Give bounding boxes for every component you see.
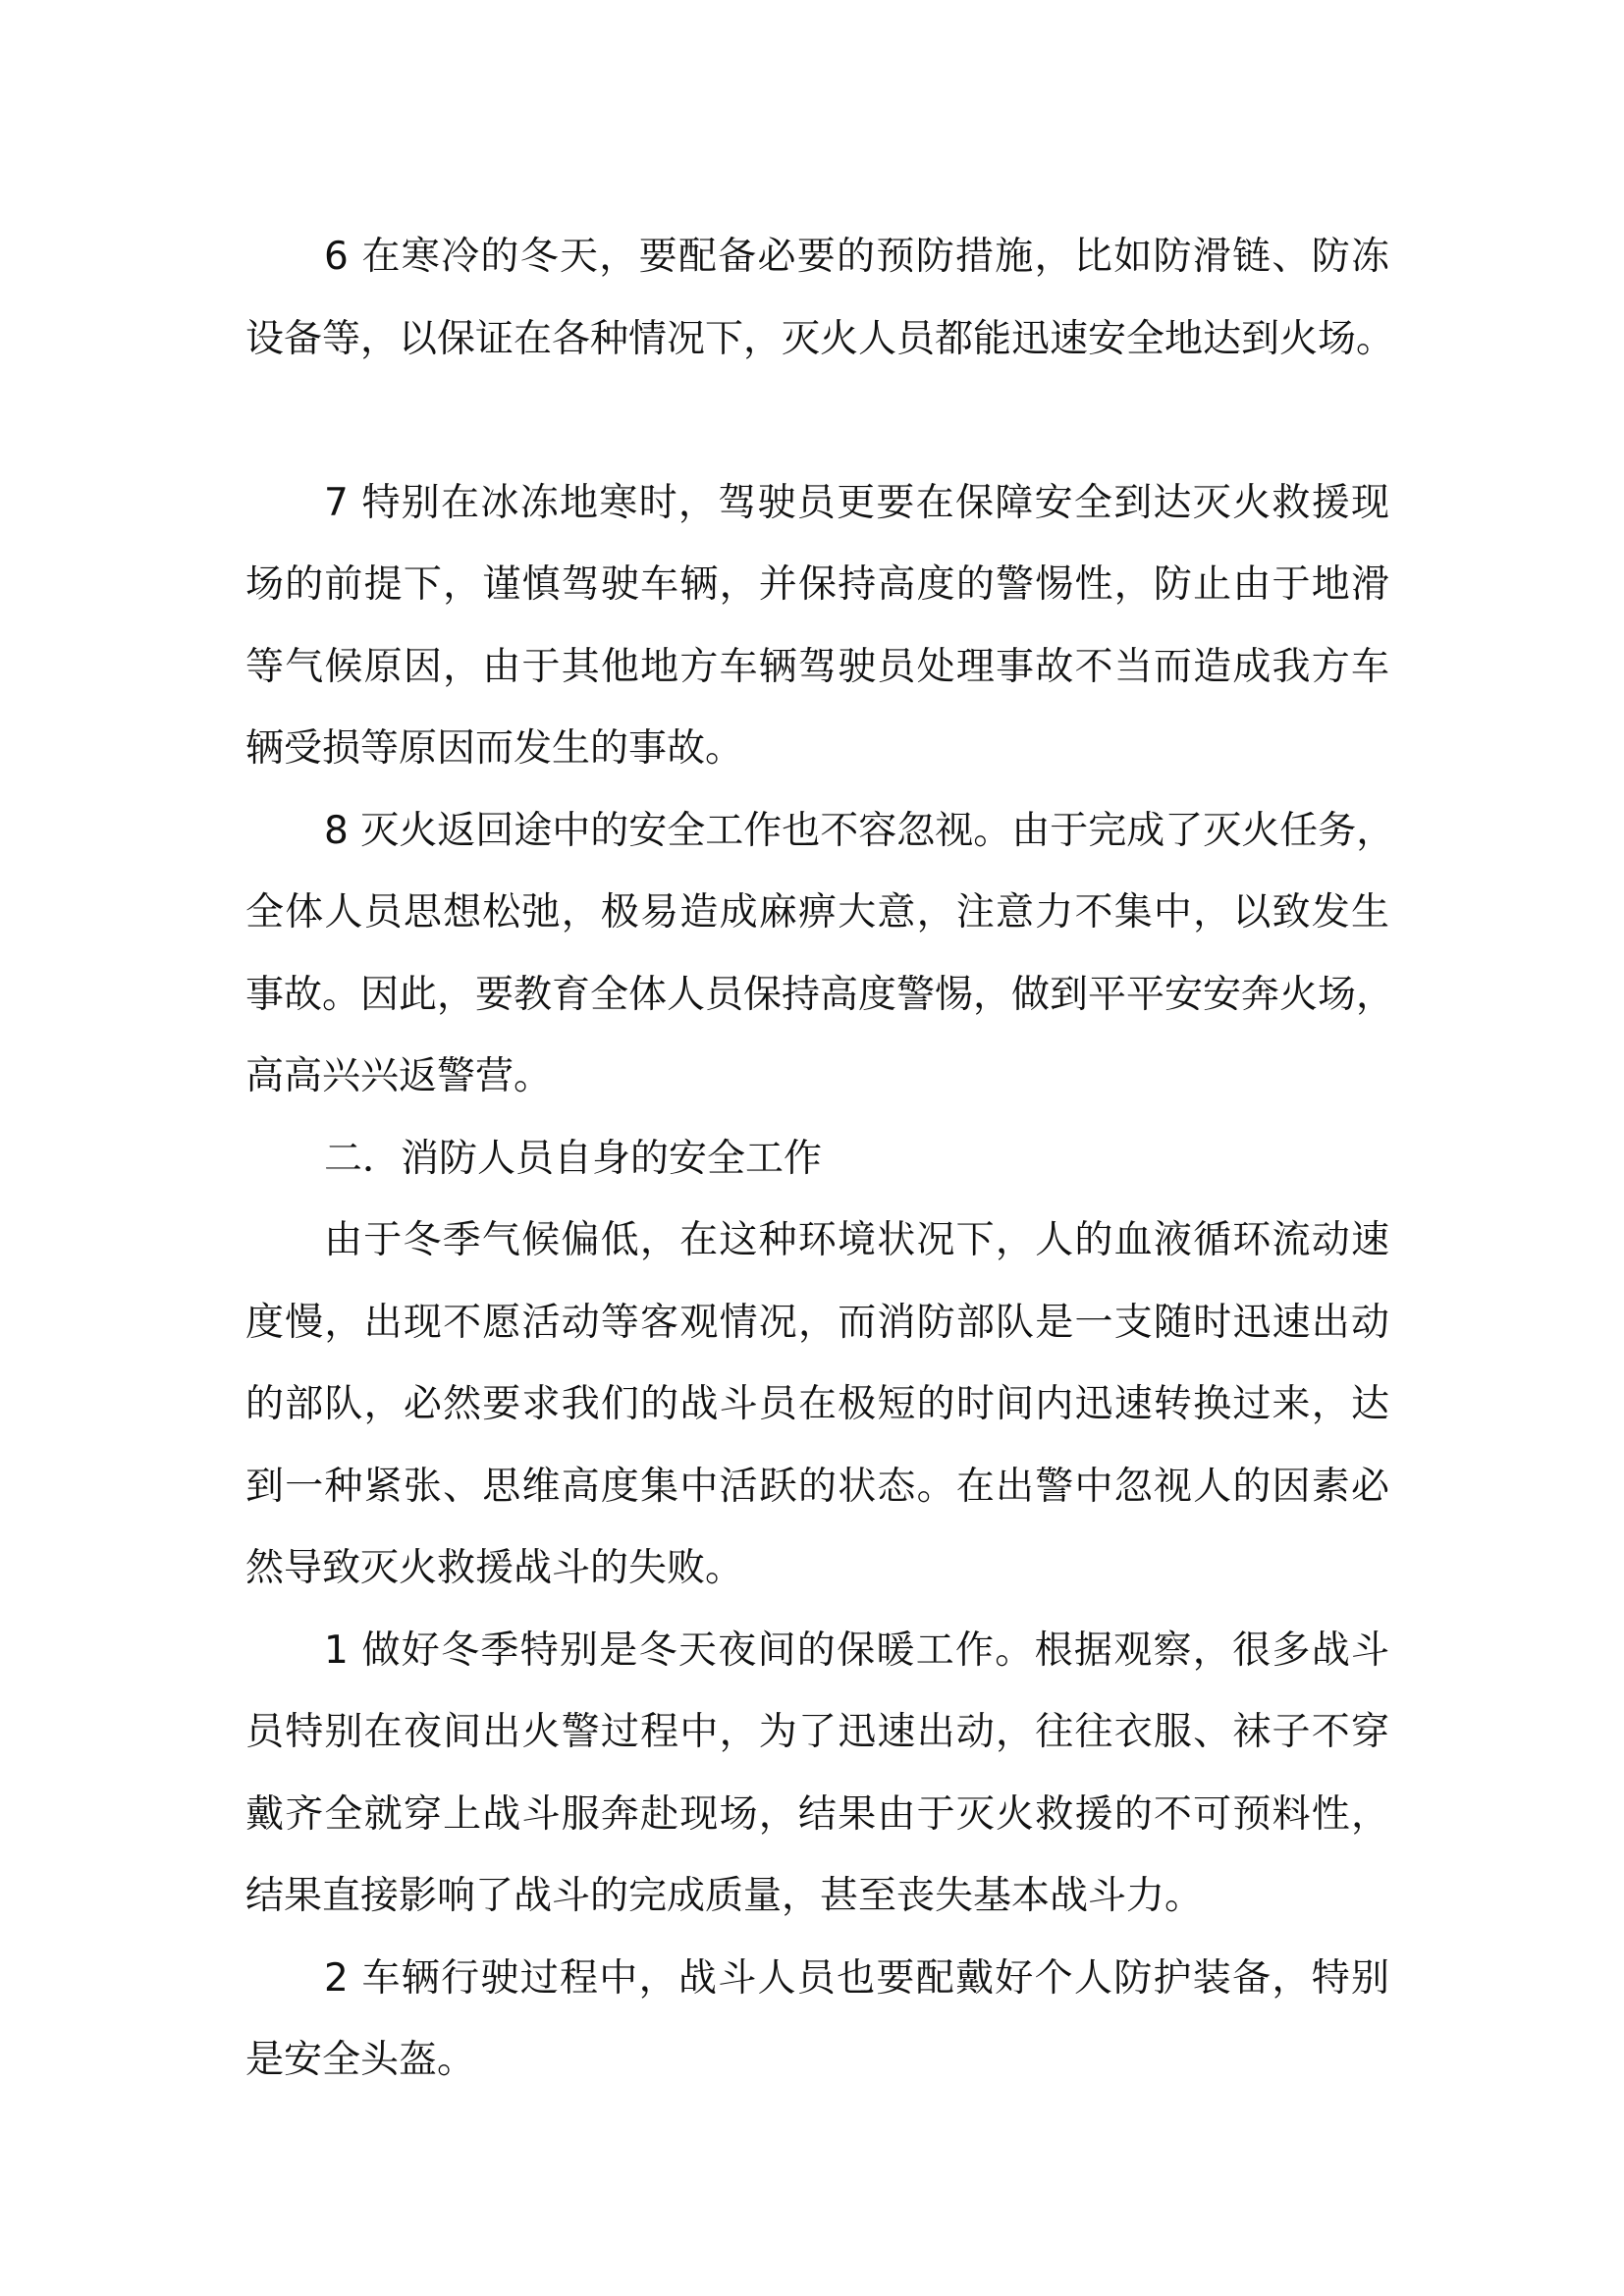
text-line: 高高兴兴返警营。 <box>245 1054 553 1098</box>
text-line: 的部队，必然要求我们的战斗员在极短的时间内迅速转换过来，达 <box>245 1382 1389 1426</box>
paragraph-1 <box>245 1610 1389 1938</box>
text-line: 员特别在夜间出火警过程中，为了迅速出动，往往衣服、袜子不穿 <box>245 1710 1389 1754</box>
paragraph-2 <box>245 1938 1389 2102</box>
text-line: 是安全头盔。 <box>245 2038 476 2082</box>
text-line: 全体人员思想松弛，极易造成麻痹大意，注意力不集中，以致发生 <box>245 890 1389 934</box>
paragraph-6 <box>245 216 1395 380</box>
text-line: 辆受损等原因而发生的事故。 <box>245 726 744 771</box>
text-line: 场的前提下，谨慎驾驶车辆，并保持高度的警惕性，防止由于地滑 <box>245 562 1389 607</box>
text-line: 等气候原因，由于其他地方车辆驾驶员处理事故不当而造成我方车 <box>245 644 1389 689</box>
text-line: 由于冬季气候偏低，在这种环境状况下，人的血液循环流动速 <box>324 1218 1389 1262</box>
text-line: 度慢，出现不愿活动等客观情况，而消防部队是一支随时迅速出动 <box>245 1300 1389 1345</box>
section-heading <box>245 1118 1389 1201</box>
blank-line <box>245 380 1389 462</box>
text-line: 事故。因此，要教育全体人员保持高度警惕，做到平平安安奔火场， <box>245 972 1395 1017</box>
text-line: 8 灭火返回途中的安全工作也不容忽视。由于完成了灭火任务， <box>324 808 1395 853</box>
paragraph-7 <box>245 462 1389 790</box>
document-body <box>245 216 1395 2102</box>
text-line: 1 做好冬季特别是冬天夜间的保暖工作。根据观察，很多战斗 <box>324 1628 1389 1673</box>
paragraph-8 <box>245 790 1395 1118</box>
text-line: 设备等，以保证在各种情况下，灭火人员都能迅速安全地达到火场。 <box>245 316 1395 361</box>
text-line: 7 特别在冰冻地寒时，驾驶员更要在保障安全到达灭火救援现 <box>324 480 1389 525</box>
text-line: 到一种紧张、思维高度集中活跃的状态。在出警中忽视人的因素必 <box>245 1464 1389 1509</box>
text-line: 6 在寒冷的冬天，要配备必要的预防措施，比如防滑链、防冻 <box>324 235 1389 279</box>
text-line: 然导致灭火救援战斗的失败。 <box>245 1546 744 1590</box>
text-line: 结果直接影响了战斗的完成质量，甚至丧失基本战斗力。 <box>245 1874 1204 1918</box>
heading-text: 二．消防人员自身的安全工作 <box>324 1136 823 1181</box>
text-line: 2 车辆行驶过程中，战斗人员也要配戴好个人防护装备，特别 <box>324 1955 1389 2001</box>
paragraph-intro <box>245 1200 1389 1610</box>
text-line: 戴齐全就穿上战斗服奔赴现场，结果由于灭火救援的不可预料性， <box>245 1791 1389 1837</box>
